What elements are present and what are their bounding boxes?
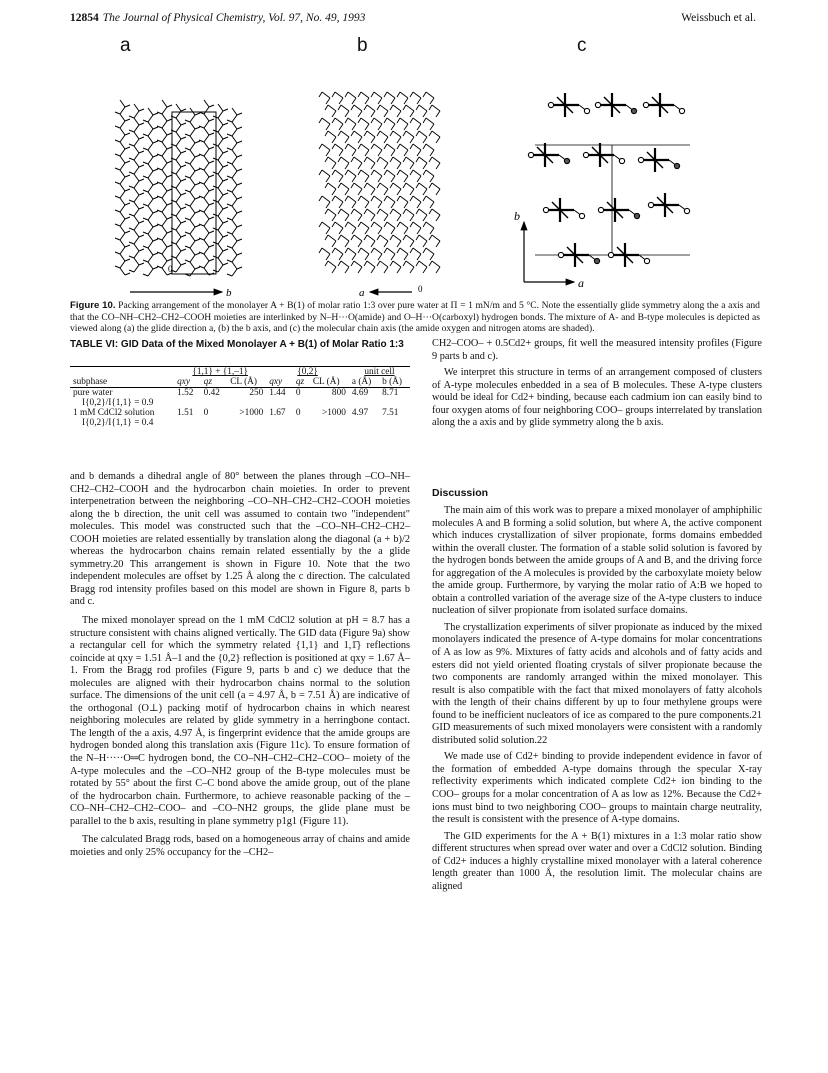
table-col-header: b (Å) <box>382 377 402 387</box>
table-cell: 0 <box>203 408 209 418</box>
paragraph: The crystallization experiments of silver propionate as induced by the mixed monolayers indicated the presence of A-type domains for molar concentrations of A as low as 9%. Mixtures of fatty acids and alcohols and of fatty acids and esters did not yield oriented floating crystals of silver propionate because the two components are randomly arranged within the mixed monolayer. This result is also compatible with the fact that mixed monolayers of fatty alcohols with the length of their chains different by up to four methylene groups were found to be inefficient nucleators of ice as compared to the pure components.21 GID measurements of such mixed monolayers were consistent with a randomly distributed solid solution.22 <box>432 621 762 746</box>
paragraph: The calculated Bragg rods, based on a homogeneous array of chains and amide moieties and only 25% occupancy for the –CH2– <box>70 834 410 858</box>
panel-label-c: c <box>577 35 587 56</box>
table-cell: 4.97 <box>351 408 369 418</box>
panel-a-structure <box>115 100 242 276</box>
table-col-header: a (Å) <box>351 377 372 387</box>
table-col-header: qz <box>295 377 305 387</box>
table-row <box>70 388 410 398</box>
gid-data-table <box>70 366 410 428</box>
paragraph: and b demands a dihedral angle of 80° between the planes through –CO–NH–CH2–CH2–COOH and the hydrocarbon chain moieties. In order to prevent interpenetration between the neighboring –CO–NH–CH2–CH2–COOH moieties along the b direction, the unit cell was assumed to contain two "independent" molecules. This model was constructed such that the –CO–NH–CH2–CH2–COOH moieties are related essentially by translation along the diagonal (a + b)/2 whereas the hydrocarbon chains remain related essentially by the a glide symmetry.20 This arrangement is shown in Figure 10. Note that the two independent molecules are offset by 1.25 Å along the c direction. The calculated Bragg rod intensity profiles based on this model are shown in Figure 8, parts b and c. <box>70 471 410 608</box>
paragraph: We interpret this structure in terms of an arrangement composed of clusters of A-type molecules enbedded in a sea of B molecules. These A-type clusters would be ideal for Cd2+ binding, because each cadmium ion can easily bind to four oxygen atoms of four neighboring COO– groups interrelated by translation along the a axis and by glide symmetry along the b axis. <box>432 367 762 429</box>
table-col-header: qz <box>203 377 212 387</box>
table-row <box>70 408 410 418</box>
panel-label-b: b <box>357 35 368 56</box>
paragraph: The main aim of this work was to prepare a mixed monolayer of amphiphilic molecules A and B forming a solid solution, but where A, the active component which induces crystallization of silver propionate, forms domains embedded within the overall cluster. The formation of a stable solid solution is favored by the hydrogen bonds between the amide groups of A and B, and the driving force for aggregation of the A molecules is provided by the carboxylate moiety below the amide group. Furthermore, by varying the molar ratio of A:B we hoped to obtain a controlled variation of the average size of the A-type clusters to induce nucleation of silver propionate from isolated surface domains. <box>432 505 762 617</box>
table-group-header: {1,1} + {1,–1} <box>192 367 249 377</box>
figure-caption-label: Figure 10. <box>70 300 116 311</box>
table-cell: 1.44 <box>269 388 286 398</box>
paragraph: CH2–COO– + 0.5Cd2+ groups, fit well the measured intensity profiles (Figure 9 parts b and c). <box>432 338 762 362</box>
panel-label-a: a <box>120 35 131 56</box>
paragraph: We made use of Cd2+ binding to provide independent evidence in favor of the formation of embedded A-type domains through the specular X-ray reflectivity experiments which indicated complete Cd2+ ion binding to the COO– groups for a molar concentration of A as low as 12%. Because the Cd2+ ions must bind to two neighboring COO– groups to maintain charge neutrality, the result is consistent with the presence of A-type domains. <box>432 751 762 826</box>
table-cell: 250 <box>249 388 264 398</box>
panel-b-origin-label: 0 <box>418 284 423 294</box>
table-cell: 1.67 <box>269 408 286 418</box>
table-cell: >1000 <box>239 408 264 418</box>
table-ratio: I{0,2}/I{1,1} = 0.4 <box>82 418 154 428</box>
panel-c-b-axis-label: b <box>514 209 520 223</box>
figure-caption-text: Packing arrangement of the monolayer A + B(1) of molar ratio 1:3 over pure water at Π = 1 mN/m and 5 °C. Note the essentially glide symmetry along the a axis and that the CO–NH–CH2–CH2–COOH moieties are interlinked by N–H···O(amide) and O–H···O(carboxyl) hydrogen bonds. The mixture of A- and B-type molecules is depicted as viewed along (a) the glide direction a, (b) the b axis, and (c) the molecular chain axis (the amide oxygen and nitrogen atoms are shaded). <box>70 300 760 335</box>
table-cell: 7.51 <box>382 408 399 418</box>
table-cell: 1.52 <box>177 388 194 398</box>
table-col-header: qxy <box>269 377 283 387</box>
panel-a-origin-label: 0 <box>168 264 173 274</box>
table-col-header: CL (Å) <box>230 377 257 387</box>
journal-citation: The Journal of Physical Chemistry, Vol. 97, No. 49, 1993 <box>102 12 366 24</box>
table-ratio: I{0,2}/I{1,1} = 0.9 <box>82 398 154 408</box>
table-col-header: subphase <box>73 377 108 387</box>
table-cell: 0.42 <box>203 388 220 398</box>
section-heading-discussion: Discussion <box>432 487 489 499</box>
paragraph: The GID experiments for the A + B(1) mixtures in a 1:3 molar ratio show different structures when spread over water and over a CdCl2 solution. Binding of Cd2+ induces a highly crystalline mixed monolayer with a lateral coherence length greater than 1000 Å, the resolution limit. The molecular chains are aligned <box>432 830 762 892</box>
right-column-top <box>432 338 762 430</box>
running-authors: Weissbuch et al. <box>681 12 756 24</box>
table-col-header: qxy <box>177 377 191 387</box>
figure-caption <box>70 300 760 335</box>
table-group-header: {0,2} <box>297 367 318 377</box>
left-column-body <box>70 471 410 859</box>
table-cell: >1000 <box>322 408 346 418</box>
paragraph: The mixed monolayer spread on the 1 mM CdCl2 solution at pH = 8.7 has a structure consistent with chains aligned vertically. The GID data (Figure 9a) show a rectangular cell for which the symmetry related {1,1} and 1,1̄} reflections coincide at qxy = 1.51 Å–1 and the {0,2} reflection is positioned at qxy = 1.67 Å–1. From the Bragg rod profiles (Figure 9, parts b and c) we deduce that the molecules are aligned with their hydrocarbon chains normal to the solution surface. The dimensions of the unit cell (a = 4.97 Å, b = 7.51 Å) are indicative of the orthogonal (O⊥) packing motif of hydrocarbon chains in which nearest neighboring molecules are related by glide symmetry in a herringbone contact. The length of the a axis, 4.97 Å, is fingerprint evidence that the amide groups are hydrogen bonded along this translation axis (Figure 11c). To ensure formation of the N–H·····O═C hydrogen bond, the CO–NH–CH2–CH2–COO– moiety of the A-type molecules and the –CO–NH2 group of the B-type molecules must be rotated by 55° about the first C–C bond above the amide group, out of the plane of the hydrocarbon chain. Furthermore, to achieve reasonable packing of the –CO–NH–CH2–CH2–COO– and –CO–NH2 groups, the glide plane must be parallel to the b axis, resulting in plane symmetry p1g1 (Figure 11). <box>70 615 410 827</box>
table-cell: 1.51 <box>177 408 194 418</box>
panel-b-a-axis-label: a <box>359 287 365 299</box>
panel-c-a-axis-label: a <box>578 276 584 290</box>
table-col-header: CL (Å) <box>312 377 340 387</box>
table-title: TABLE VI: GID Data of the Mixed Monolayer A + B(1) of Molar Ratio 1:3 <box>70 339 404 350</box>
table-cell: 0 <box>295 388 301 398</box>
panel-b-structure <box>319 92 440 273</box>
panel-c-structure <box>528 93 690 267</box>
table-group-header: unit cell <box>364 367 395 377</box>
table-cell: pure water <box>73 388 113 398</box>
table-cell: 0 <box>295 408 301 418</box>
page-number: 12854 <box>70 12 99 24</box>
table-cell: 1 mM CdCl2 solution <box>73 408 155 418</box>
table-cell: 8.71 <box>382 388 399 398</box>
table-cell: 4.69 <box>351 388 369 398</box>
discussion-body <box>432 505 762 893</box>
panel-a-b-axis-label: b <box>226 287 232 299</box>
figure-10-drawing <box>0 0 828 300</box>
table-cell: 800 <box>331 388 346 398</box>
